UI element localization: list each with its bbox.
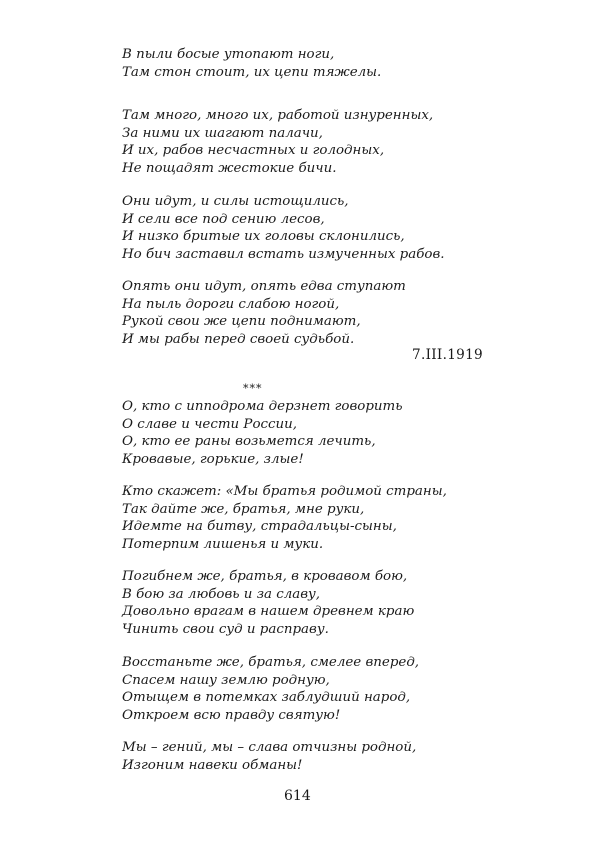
poem-line: Там много, много их, работой изнуренных,	[122, 108, 434, 123]
poem-line: О, кто ее раны возьмется лечить,	[122, 434, 376, 450]
poem-line: Изгоним навеки обманы!	[122, 757, 303, 773]
poem-line: В пыли босые утопают ноги,	[122, 47, 335, 62]
poem-line: И их, рабов несчастных и голодных,	[122, 143, 385, 159]
poem2-stanza-4	[122, 654, 419, 724]
poem-line: За ними их шагают палачи,	[122, 125, 323, 141]
poem-line: И низко бритые их головы склонились,	[122, 229, 405, 245]
poem-line: Кровавые, горькие, злые!	[122, 451, 304, 467]
poem2-stanza-2	[122, 483, 447, 553]
poem-line: О, кто с ипподрома дерзнет говорить	[122, 399, 403, 414]
page-number: 614	[284, 788, 311, 804]
poem-line: Кто скажет: «Мы братья родимой страны,	[122, 484, 447, 499]
poem2-stanza-1	[122, 398, 403, 468]
poem-line: Они идут, и силы истощились,	[122, 194, 349, 209]
poem-line: Восстаньте же, братья, смелее вперед,	[122, 655, 420, 670]
poem2-stanza-5	[122, 739, 416, 774]
poem-line: На пыль дороги слабою ногой,	[122, 296, 340, 312]
poem2-stanza-3	[122, 568, 414, 638]
poem-line: Не пощадят жестокие бичи.	[122, 160, 337, 176]
poem-line: Отыщем в потемках заблудший народ,	[122, 690, 411, 706]
poem-line: Чинить свои суд и расправу.	[122, 621, 329, 637]
poem-line: Там стон стоит, их цепи тяжелы.	[122, 64, 382, 80]
poem-line: Погибнем же, братья, в кровавом бою,	[122, 569, 408, 584]
poem-line: Мы – гений, мы – слава отчизны родной,	[122, 740, 417, 755]
poem-line: Но бич заставил встать измученных рабов.	[122, 246, 445, 262]
section-separator: ***	[243, 382, 263, 395]
poem-line: Идемте на битву, страдальцы-сыны,	[122, 519, 397, 535]
poem-line: Довольно врагам в нашем древнем краю	[122, 604, 415, 620]
poem1-stanza-2	[122, 107, 433, 177]
poem-line: Рукой свои же цепи поднимают,	[122, 314, 361, 330]
poem-line: Спасем нашу землю родную,	[122, 672, 330, 688]
poem-line: И мы рабы перед своей судьбой.	[122, 331, 355, 347]
poem-line: Опять они идут, опять едва ступают	[122, 279, 406, 294]
poem1-stanza-1	[122, 46, 381, 81]
poem-line: О славе и чести России,	[122, 416, 298, 432]
poem-line: Так дайте же, братья, мне руки,	[122, 501, 365, 517]
poem-line: В бою за любовь и за славу,	[122, 586, 321, 602]
poem1-stanza-3	[122, 193, 445, 263]
poem-line: Потерпим лишенья и муки.	[122, 536, 324, 552]
poem-date: 7.III.1919	[412, 347, 483, 363]
poem-line: Откроем всю правду святую!	[122, 707, 341, 723]
poem1-stanza-4	[122, 278, 406, 348]
poem-line: И сели все под сению лесов,	[122, 211, 325, 227]
